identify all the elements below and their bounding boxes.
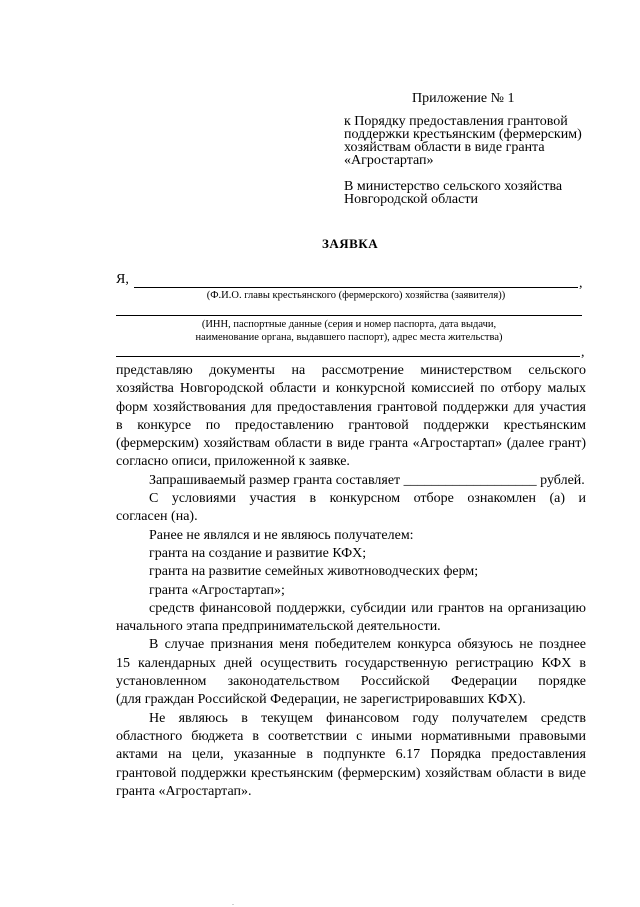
conditions-line: согласен (на). (116, 509, 198, 525)
grant-size-prefix: Запрашиваемый размер гранта составляет (149, 472, 401, 488)
grant-size-suffix: рублей. (540, 472, 585, 488)
body-line: грантовой поддержки крестьянским (фермерским) хозяйствам области в виде (116, 765, 586, 781)
addressee-line: В министерство сельского хозяйства (344, 179, 563, 194)
document-title: ЗАЯВКА (322, 236, 379, 251)
reference-block (344, 115, 582, 167)
grant-size-line (116, 472, 586, 490)
body-line: областного бюджета в соответствии с иными нормативными правовыми (116, 728, 586, 744)
body-line: В случае признания меня победителем конкурса обязуюсь не позднее (149, 637, 586, 653)
body-line: в конкурсе по предоставлению грантовой поддержки крестьянским (116, 417, 586, 433)
body-line: хозяйства Новгородской области и конкурсной комиссией по отбору малых (116, 381, 586, 397)
appendix-number: Приложение № 1 (412, 91, 515, 106)
reference-line: хозяйствам области в виде гранта (344, 140, 545, 155)
body-line: актами на цели, указанные в подпункте 6.17 Порядка предоставления (116, 747, 586, 763)
list-item: гранта «Агростартап»; (149, 582, 285, 598)
list-item: начального этапа предпринимательской деятельности. (116, 619, 441, 635)
reference-line: поддержки крестьянским (фермерским) (344, 127, 582, 142)
body-line: форм хозяйствования для предоставления грантовой поддержки для участия (116, 399, 586, 415)
body-line: согласно описи, приложенной к заявке. (116, 454, 350, 470)
list-item: гранта на создание и развитие КФХ; (149, 545, 367, 561)
inn-blank-line[interactable] (116, 315, 582, 316)
grant-size-blank[interactable]: ___________________ (403, 472, 537, 488)
scan-mark: . (232, 898, 234, 907)
fio-blank-line[interactable] (134, 287, 578, 288)
addressee-block (344, 180, 562, 206)
reference-line: «Агростартап» (344, 153, 434, 168)
body-line: представляю документы на рассмотрение министерством сельского (116, 363, 586, 378)
inn-caption-line-2: наименование органа, выдавшего паспорт), адрес места жительства) (195, 332, 503, 343)
addressee-line: Новгородской области (344, 192, 478, 207)
body-line: гранта «Агростартап». (116, 783, 252, 799)
body-line: установленном законодательством Российской Федерации порядке (116, 674, 586, 690)
fio-caption: (Ф.И.О. главы крестьянского (фермерского) хозяйства (заявителя)) (206, 290, 506, 301)
address-blank-line[interactable] (116, 356, 580, 357)
conditions-line: С условиями участия в конкурсном отборе ознакомлен (а) и (149, 491, 586, 507)
application-body (116, 362, 586, 801)
not-recipient-line: Ранее не являлся и не являюсь получателем: (149, 527, 414, 543)
address-comma: , (581, 345, 585, 360)
list-item: гранта на развитие семейных животноводческих ферм; (149, 564, 479, 580)
body-line: Не являюсь в текущем финансовом году получателем средств (149, 710, 586, 726)
body-line: 15 календарных дней осуществить государственную регистрацию КФХ в (116, 655, 586, 671)
ya-label: Я, (116, 272, 129, 287)
list-item: средств финансовой поддержки, субсидии или грантов на организацию (149, 600, 586, 616)
body-line: (фермерским) хозяйствам области в виде гранта «Агростартап» (далее грант) (116, 436, 586, 452)
inn-caption-line-1: (ИНН, паспортные данные (серия и номер паспорта, дата выдачи, (201, 319, 497, 330)
body-line: (для граждан Российской Федерации, не зарегистрировавших КФХ). (116, 692, 526, 708)
fio-comma: , (579, 276, 583, 291)
reference-line: к Порядку предоставления грантовой (344, 114, 568, 129)
